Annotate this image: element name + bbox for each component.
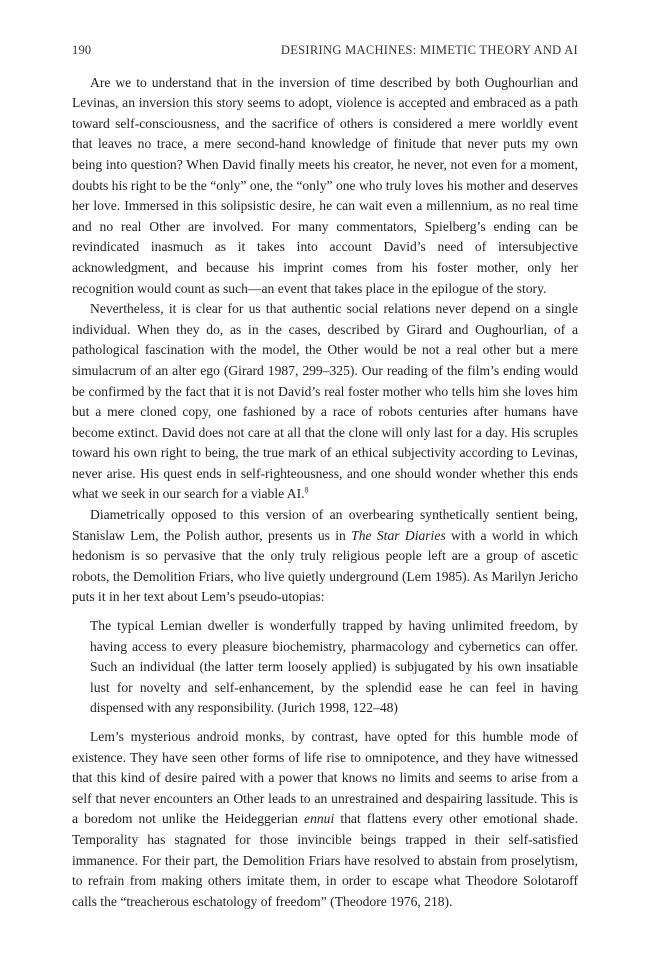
paragraph-4-text-a: Lem’s mysterious android monks, by contrast, have opted for this humble mode of existence. They have seen other forms of life rise to omnipotence, and they have witnessed that this kind of desire paired with a power that knows no limits and seems to arise from a self that never encounters an Other leads to an unrestrained and despairing lassitude. This is a boredom not unlike the Heideggerian (72, 729, 578, 827)
paragraph-2 (72, 299, 578, 505)
block-quote (90, 616, 578, 719)
paragraph-3 (72, 505, 578, 608)
running-title: DESIRING MACHINES: MIMETIC THEORY AND AI (280, 43, 578, 57)
running-header (72, 40, 578, 61)
paragraph-2-text: Nevertheless, it is clear for us that authentic social relations never depend on a single individual. When they do, as in the cases, described by Girard and Oughourlian, of a pathological fascination with the model, the Other would be not a real other but a mere simulacrum of an alter ego (Girard 1987, 299–325). Our reading of the film’s ending would be confirmed by the fact that it is not David’s real foster mother who tells him she loves him but a mere cloned copy, one fashioned by a race of robots centuries after humans have become extinct. David does not care at all that the clone will only last for a day. His scruples toward his own right to being, the true mark of an ethical subjectivity according to Levinas, never arise. His quest ends in self-righteousness, and one should wonder whether this ends what we seek in our search for a viable AI. (72, 301, 578, 502)
footnote-marker: 8 (304, 485, 309, 495)
paragraph-3-text-b: with a world in which hedonism is so pervasive that the only truly religious people left are a group of ascetic robots, the Demolition Friars, who live quietly underground (Lem 1985). As Marilyn Jericho puts it in her text about Lem’s pseudo-utopias: (72, 527, 578, 605)
book-page (72, 40, 578, 912)
block-quote-text: The typical Lemian dweller is wonderfully trapped by having unlimited freedom, by having access to every pleasure biochemistry, pharmacology and cybernetics can offer. Such an individual (the latter term loosely applied) is subjugated by his own insatiable lust for novelty and self-enhancement, by the splendid ease he can feel in having dispensed with any responsibility. (Jurich 1998, 122–48) (90, 618, 578, 716)
paragraph-4-text-b: that flattens every other emotional shade. Temporality has stagnated for those invincible beings trapped in their self-satisfied immanence. For their part, the Demolition Friars have resolved to abstain from proselytism, to refrain from making others imitate them, in order to escape what Theodore Solotaroff calls the “treacherous eschatology of freedom” (Theodore 1976, 218). (72, 811, 578, 909)
paragraph-4 (72, 727, 578, 912)
paragraph-3-text-a: Diametrically opposed to this version of an overbearing synthetically sentient being, Stanislaw Lem, the Polish author, presents us in (72, 507, 578, 543)
ennui-italic: ennui (304, 811, 335, 827)
paragraph-1: Are we to understand that in the inversion of time described by both Oughourlian and Levinas, an inversion this story seems to adopt, violence is accepted and embraced as a path toward self-consciousness, and the sacrifice of others is considered a mere worldly event that leaves no trace, a mere second-hand knowledge of finitude that never puts my own being into question? When David finally meets his creator, he never, not even for a moment, doubts his right to be the “only” one, the “only” one who truly loves his mother and deserves her love. Immersed in this solipsistic desire, he can wait even a millennium, as no real time and no real Other are involved. For many commentators, Spielberg’s ending can be revindicated inasmuch as it takes into account David’s need of intersubjective acknowledgment, and because his imprint comes from his foster mother, only her recognition would count as such—an event that takes place in the epilogue of the story. (72, 74, 578, 296)
page-number: 190 (72, 43, 92, 57)
book-title-italic: The Star Diaries (351, 527, 446, 543)
